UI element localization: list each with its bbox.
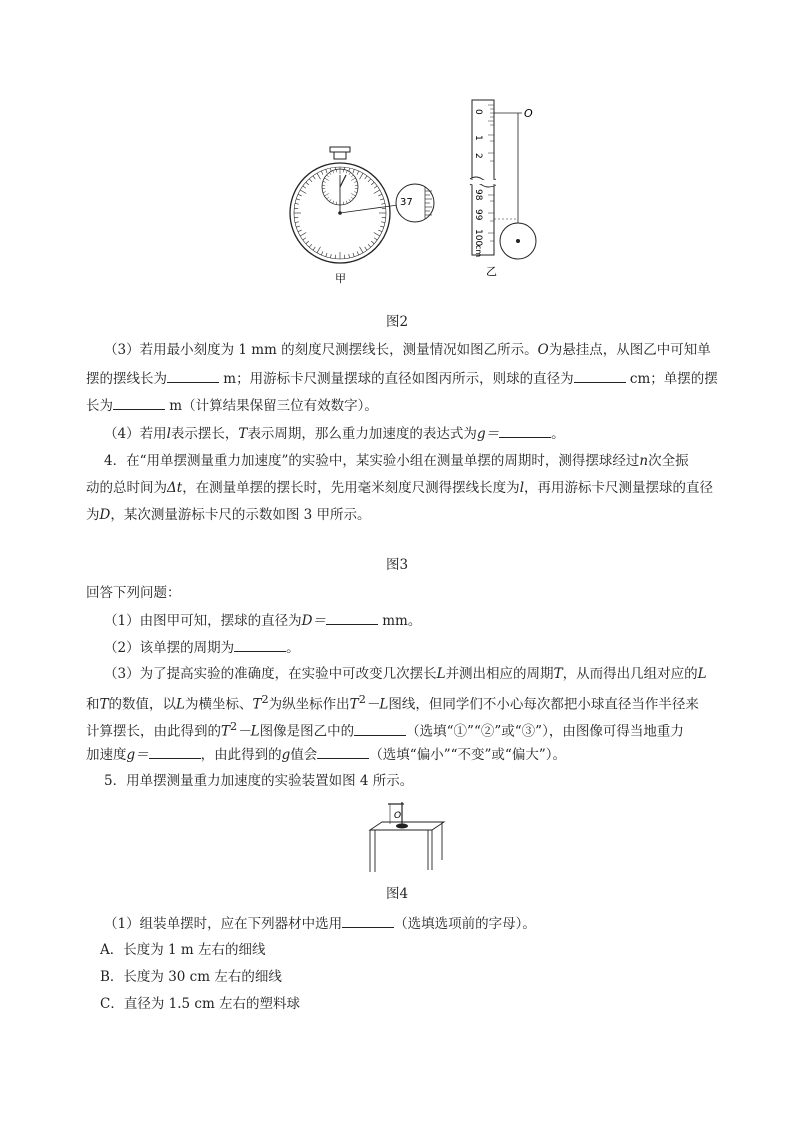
q4-intro-line-2: 动的总时间为Δt，在测量单摆的摆长时，先用毫米刻度尺测得摆线长度为l，再用游标卡尺测量摆球的直径 bbox=[86, 480, 714, 496]
q4-intro-line-1: 4．在“用单摆测量重力加速度”的实验中，某实验小组在测量单摆的周期时，测得摆球经过n次全振 bbox=[104, 453, 689, 469]
ruler-tick-100: 100 bbox=[473, 229, 483, 247]
answer-blank[interactable] bbox=[326, 610, 378, 625]
q4-sub-2: （2）该单摆的周期为 。 bbox=[104, 637, 300, 658]
answer-blank[interactable] bbox=[574, 368, 626, 383]
q4-intro-line-3: 为D，某次测量游标卡尺的示数如图 3 甲所示。 bbox=[86, 507, 371, 523]
figure-3-caption: 图3 bbox=[385, 557, 409, 573]
q3-line-3: 长为 m（计算结果保留三位有效数字）。 bbox=[86, 395, 378, 416]
answer-blank[interactable] bbox=[113, 395, 165, 410]
answer-blank[interactable] bbox=[149, 744, 201, 759]
q5-option-c: C．直径为 1.5 cm 左右的塑料球 bbox=[100, 996, 301, 1012]
q4-sub-3-line-1: （3）为了提高实验的准确度，在实验中可改变几次摆长L并测出相应的周期T，从而得出几组对应的L bbox=[104, 666, 707, 682]
answer-blank[interactable] bbox=[499, 423, 551, 438]
ruler-tick-0: 0 bbox=[473, 109, 483, 115]
q4-sub-3-line-4: 加速度g＝ ，由此得到的g值会 （选填“偏小”“不变”或“偏大”）。 bbox=[86, 744, 566, 765]
q3-line-1: （3）若用最小刻度为 1 mm 的刻度尺测摆线长，测量情况如图乙所示。O为悬挂点，从图乙中可知单 bbox=[104, 342, 711, 358]
q5-sub-1: （1）组装单摆时，应在下列器材中选用 （选填选项前的字母）。 bbox=[104, 913, 536, 934]
figure-2-caption: 图2 bbox=[385, 314, 409, 330]
zoom-reading: 37 bbox=[400, 197, 413, 208]
label-yi: 乙 bbox=[486, 265, 497, 278]
figure-2 bbox=[270, 95, 560, 290]
q5-option-a: A．长度为 1 m 左右的细线 bbox=[100, 942, 266, 958]
pivot-o-label: O bbox=[524, 107, 533, 120]
q3-line-2: 摆的摆线长为 m；用游标卡尺测量摆球的直径如图丙所示，则球的直径为 cm；单摆的摆 bbox=[86, 368, 718, 389]
answer-blank[interactable] bbox=[354, 721, 406, 736]
q5-option-b: B．长度为 30 cm 左右的细线 bbox=[100, 969, 282, 985]
answer-blank[interactable] bbox=[234, 637, 286, 652]
ruler-figure bbox=[470, 100, 536, 259]
ruler-tick-2: 2 bbox=[473, 153, 483, 159]
q4-answer-heading: 回答下列问题： bbox=[86, 585, 181, 601]
ruler-tick-99: 99 bbox=[473, 209, 483, 221]
answer-blank[interactable] bbox=[317, 744, 369, 759]
q4-sub-1: （1）由图甲可知，摆球的直径为D＝ mm。 bbox=[104, 610, 421, 631]
q4-sub-3-line-2: 和T的数值，以L为横坐标、$T^2$为纵坐标作出$T^2-L$图线，但同学们不小心每次都把小球直径当作半径来 bbox=[86, 693, 699, 713]
figure-4 bbox=[362, 800, 452, 876]
label-jia: 甲 bbox=[335, 272, 346, 285]
answer-blank[interactable] bbox=[167, 368, 219, 383]
ruler-unit: cm bbox=[474, 245, 483, 258]
figure-4-caption: 图4 bbox=[385, 886, 409, 902]
fig4-pivot-label: O bbox=[394, 811, 402, 821]
q5-intro: 5．用单摆测量重力加速度的实验装置如图 4 所示。 bbox=[104, 773, 414, 789]
stopwatch-figure bbox=[290, 147, 434, 263]
ruler-tick-98: 98 bbox=[473, 189, 483, 201]
q3-line-4: （4）若用l表示摆长，T表示周期，那么重力加速度的表达式为g＝ 。 bbox=[104, 423, 565, 444]
answer-blank[interactable] bbox=[342, 913, 394, 928]
ruler-tick-1: 1 bbox=[473, 135, 483, 141]
q4-sub-3-line-3: 计算摆长，由此得到的$T^2-L$图像是图乙中的 （选填“①”“②”或“③”），由图像可得当地重力 bbox=[86, 720, 684, 740]
